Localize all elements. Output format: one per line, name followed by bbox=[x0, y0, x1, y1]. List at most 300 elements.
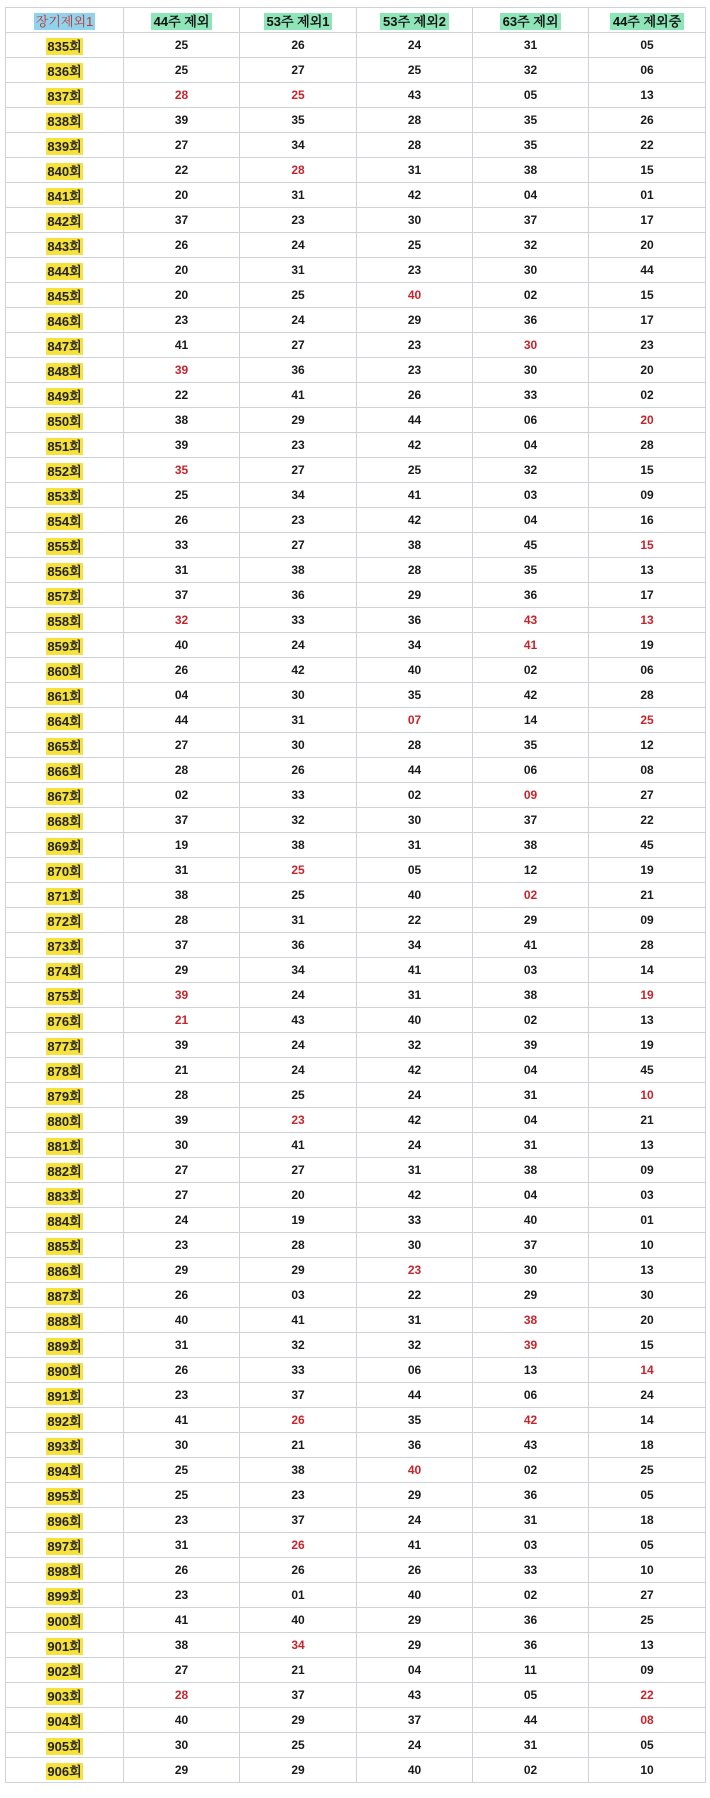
value-cell: 39 bbox=[124, 433, 240, 458]
table-row bbox=[6, 108, 706, 133]
value-cell: 19 bbox=[240, 1208, 357, 1233]
table-row bbox=[6, 1083, 706, 1108]
value-cell: 39 bbox=[473, 1333, 589, 1358]
value-cell: 31 bbox=[357, 1158, 473, 1183]
value-cell: 40 bbox=[473, 1208, 589, 1233]
value-cell: 06 bbox=[589, 58, 706, 83]
value-cell: 32 bbox=[473, 58, 589, 83]
round-label: 891회 bbox=[47, 1388, 82, 1404]
table-row bbox=[6, 183, 706, 208]
round-cell bbox=[6, 458, 124, 483]
header-label: 장기제외1 bbox=[35, 13, 94, 29]
value-cell: 42 bbox=[357, 1108, 473, 1133]
round-cell bbox=[6, 1158, 124, 1183]
value-cell: 32 bbox=[473, 458, 589, 483]
round-cell bbox=[6, 1608, 124, 1633]
value-cell: 27 bbox=[240, 58, 357, 83]
value-cell: 21 bbox=[240, 1658, 357, 1683]
round-label: 849회 bbox=[47, 388, 82, 404]
value-cell: 41 bbox=[473, 633, 589, 658]
round-label: 850회 bbox=[47, 413, 82, 429]
value-cell: 11 bbox=[473, 1658, 589, 1683]
table-row bbox=[6, 908, 706, 933]
value-cell: 34 bbox=[240, 1633, 357, 1658]
value-cell: 31 bbox=[124, 1333, 240, 1358]
table-row bbox=[6, 883, 706, 908]
round-label: 842회 bbox=[47, 213, 82, 229]
value-cell: 24 bbox=[240, 308, 357, 333]
round-cell bbox=[6, 1533, 124, 1558]
value-cell: 04 bbox=[473, 183, 589, 208]
value-cell: 25 bbox=[240, 83, 357, 108]
value-cell: 38 bbox=[124, 1633, 240, 1658]
round-label: 865회 bbox=[47, 738, 82, 754]
value-cell: 21 bbox=[124, 1008, 240, 1033]
table-row bbox=[6, 133, 706, 158]
round-label: 853회 bbox=[47, 488, 82, 504]
table-row bbox=[6, 1158, 706, 1183]
value-cell: 22 bbox=[589, 1683, 706, 1708]
value-cell: 28 bbox=[240, 1233, 357, 1258]
value-cell: 28 bbox=[124, 908, 240, 933]
value-cell: 17 bbox=[589, 308, 706, 333]
value-cell: 40 bbox=[124, 1308, 240, 1333]
value-cell: 30 bbox=[473, 258, 589, 283]
table-row bbox=[6, 308, 706, 333]
value-cell: 27 bbox=[240, 533, 357, 558]
round-label: 854회 bbox=[47, 513, 82, 529]
value-cell: 37 bbox=[124, 583, 240, 608]
table-row bbox=[6, 933, 706, 958]
value-cell: 38 bbox=[473, 1158, 589, 1183]
value-cell: 35 bbox=[473, 108, 589, 133]
round-cell bbox=[6, 1683, 124, 1708]
value-cell: 25 bbox=[124, 58, 240, 83]
value-cell: 26 bbox=[240, 1533, 357, 1558]
value-cell: 42 bbox=[357, 433, 473, 458]
table-row bbox=[6, 283, 706, 308]
round-cell bbox=[6, 1733, 124, 1758]
value-cell: 31 bbox=[240, 258, 357, 283]
value-cell: 41 bbox=[124, 333, 240, 358]
value-cell: 44 bbox=[357, 758, 473, 783]
value-cell: 27 bbox=[124, 733, 240, 758]
table-row bbox=[6, 858, 706, 883]
round-cell bbox=[6, 958, 124, 983]
value-cell: 20 bbox=[589, 358, 706, 383]
table-row bbox=[6, 408, 706, 433]
table-row bbox=[6, 1483, 706, 1508]
value-cell: 18 bbox=[589, 1433, 706, 1458]
table-row bbox=[6, 1558, 706, 1583]
value-cell: 33 bbox=[473, 1558, 589, 1583]
round-cell bbox=[6, 1183, 124, 1208]
table-row bbox=[6, 1458, 706, 1483]
value-cell: 27 bbox=[124, 1158, 240, 1183]
value-cell: 22 bbox=[589, 133, 706, 158]
value-cell: 26 bbox=[124, 1558, 240, 1583]
table-row bbox=[6, 1583, 706, 1608]
value-cell: 41 bbox=[124, 1408, 240, 1433]
value-cell: 40 bbox=[124, 633, 240, 658]
value-cell: 24 bbox=[357, 33, 473, 58]
round-label: 867회 bbox=[47, 788, 82, 804]
round-cell bbox=[6, 1433, 124, 1458]
round-label: 844회 bbox=[47, 263, 82, 279]
table-body bbox=[6, 33, 706, 1783]
value-cell: 28 bbox=[589, 433, 706, 458]
value-cell: 30 bbox=[589, 1283, 706, 1308]
header-label: 53주 제외1 bbox=[264, 13, 333, 30]
value-cell: 25 bbox=[589, 1608, 706, 1633]
value-cell: 13 bbox=[589, 1008, 706, 1033]
table-row bbox=[6, 483, 706, 508]
value-cell: 14 bbox=[589, 1358, 706, 1383]
table-row bbox=[6, 1133, 706, 1158]
value-cell: 44 bbox=[124, 708, 240, 733]
value-cell: 37 bbox=[124, 808, 240, 833]
value-cell: 22 bbox=[357, 908, 473, 933]
value-cell: 25 bbox=[589, 708, 706, 733]
value-cell: 20 bbox=[240, 1183, 357, 1208]
table-row bbox=[6, 1058, 706, 1083]
value-cell: 13 bbox=[473, 1358, 589, 1383]
round-label: 880회 bbox=[47, 1113, 82, 1129]
value-cell: 26 bbox=[357, 1558, 473, 1583]
value-cell: 02 bbox=[589, 383, 706, 408]
value-cell: 10 bbox=[589, 1758, 706, 1783]
value-cell: 40 bbox=[357, 658, 473, 683]
value-cell: 27 bbox=[240, 333, 357, 358]
value-cell: 31 bbox=[124, 858, 240, 883]
value-cell: 43 bbox=[357, 83, 473, 108]
round-label: 879회 bbox=[47, 1088, 82, 1104]
round-cell bbox=[6, 358, 124, 383]
value-cell: 36 bbox=[240, 583, 357, 608]
value-cell: 31 bbox=[357, 833, 473, 858]
value-cell: 31 bbox=[357, 983, 473, 1008]
value-cell: 25 bbox=[357, 458, 473, 483]
round-label: 870회 bbox=[47, 863, 82, 879]
value-cell: 35 bbox=[473, 558, 589, 583]
value-cell: 02 bbox=[473, 1458, 589, 1483]
value-cell: 23 bbox=[240, 508, 357, 533]
value-cell: 08 bbox=[589, 758, 706, 783]
value-cell: 43 bbox=[240, 1008, 357, 1033]
round-label: 897회 bbox=[47, 1538, 82, 1554]
value-cell: 30 bbox=[240, 683, 357, 708]
value-cell: 33 bbox=[124, 533, 240, 558]
round-label: 883회 bbox=[47, 1188, 82, 1204]
value-cell: 31 bbox=[473, 1083, 589, 1108]
value-cell: 26 bbox=[124, 233, 240, 258]
table-row bbox=[6, 1708, 706, 1733]
value-cell: 28 bbox=[240, 158, 357, 183]
value-cell: 13 bbox=[589, 608, 706, 633]
value-cell: 05 bbox=[589, 1533, 706, 1558]
value-cell: 06 bbox=[589, 658, 706, 683]
value-cell: 39 bbox=[124, 1108, 240, 1133]
value-cell: 38 bbox=[473, 1308, 589, 1333]
value-cell: 26 bbox=[240, 1558, 357, 1583]
value-cell: 23 bbox=[357, 358, 473, 383]
round-label: 852회 bbox=[47, 463, 82, 479]
value-cell: 37 bbox=[473, 1233, 589, 1258]
value-cell: 31 bbox=[240, 908, 357, 933]
round-cell bbox=[6, 1233, 124, 1258]
table-row bbox=[6, 358, 706, 383]
value-cell: 12 bbox=[589, 733, 706, 758]
round-label: 898회 bbox=[47, 1563, 82, 1579]
table-row bbox=[6, 758, 706, 783]
round-cell bbox=[6, 1358, 124, 1383]
value-cell: 09 bbox=[589, 1158, 706, 1183]
value-cell: 15 bbox=[589, 1333, 706, 1358]
value-cell: 30 bbox=[124, 1133, 240, 1158]
round-label: 847회 bbox=[47, 338, 82, 354]
value-cell: 44 bbox=[473, 1708, 589, 1733]
round-label: 845회 bbox=[47, 288, 82, 304]
table-row bbox=[6, 1333, 706, 1358]
value-cell: 29 bbox=[357, 1633, 473, 1658]
table-row bbox=[6, 1658, 706, 1683]
value-cell: 29 bbox=[357, 1608, 473, 1633]
value-cell: 44 bbox=[357, 1383, 473, 1408]
value-cell: 37 bbox=[124, 933, 240, 958]
round-cell bbox=[6, 583, 124, 608]
round-label: 838회 bbox=[47, 113, 82, 129]
value-cell: 25 bbox=[240, 858, 357, 883]
value-cell: 35 bbox=[473, 133, 589, 158]
value-cell: 34 bbox=[357, 933, 473, 958]
table-row bbox=[6, 683, 706, 708]
table-row bbox=[6, 1233, 706, 1258]
value-cell: 05 bbox=[357, 858, 473, 883]
table-row bbox=[6, 458, 706, 483]
value-cell: 05 bbox=[589, 33, 706, 58]
round-cell bbox=[6, 408, 124, 433]
value-cell: 06 bbox=[473, 1383, 589, 1408]
table-row bbox=[6, 833, 706, 858]
value-cell: 38 bbox=[357, 533, 473, 558]
header-cell bbox=[589, 8, 706, 33]
round-cell bbox=[6, 108, 124, 133]
value-cell: 37 bbox=[357, 1708, 473, 1733]
value-cell: 19 bbox=[589, 633, 706, 658]
value-cell: 36 bbox=[473, 308, 589, 333]
value-cell: 26 bbox=[124, 1358, 240, 1383]
round-label: 885회 bbox=[47, 1238, 82, 1254]
round-label: 904회 bbox=[47, 1713, 82, 1729]
value-cell: 23 bbox=[240, 208, 357, 233]
value-cell: 24 bbox=[357, 1508, 473, 1533]
value-cell: 32 bbox=[240, 1333, 357, 1358]
value-cell: 40 bbox=[357, 283, 473, 308]
value-cell: 21 bbox=[124, 1058, 240, 1083]
value-cell: 26 bbox=[240, 33, 357, 58]
value-cell: 42 bbox=[357, 1058, 473, 1083]
round-cell bbox=[6, 1758, 124, 1783]
value-cell: 39 bbox=[124, 358, 240, 383]
round-cell bbox=[6, 1083, 124, 1108]
value-cell: 28 bbox=[357, 108, 473, 133]
round-label: 858회 bbox=[47, 613, 82, 629]
round-cell bbox=[6, 1333, 124, 1358]
value-cell: 41 bbox=[357, 1533, 473, 1558]
round-label: 855회 bbox=[47, 538, 82, 554]
value-cell: 32 bbox=[124, 608, 240, 633]
round-label: 886회 bbox=[47, 1263, 82, 1279]
value-cell: 02 bbox=[473, 658, 589, 683]
round-cell bbox=[6, 483, 124, 508]
value-cell: 30 bbox=[357, 808, 473, 833]
value-cell: 29 bbox=[357, 583, 473, 608]
value-cell: 28 bbox=[124, 1683, 240, 1708]
round-cell bbox=[6, 708, 124, 733]
value-cell: 26 bbox=[240, 1408, 357, 1433]
value-cell: 02 bbox=[124, 783, 240, 808]
value-cell: 42 bbox=[357, 508, 473, 533]
round-cell bbox=[6, 1583, 124, 1608]
value-cell: 34 bbox=[240, 958, 357, 983]
value-cell: 24 bbox=[240, 1058, 357, 1083]
table-row bbox=[6, 508, 706, 533]
table-row bbox=[6, 1208, 706, 1233]
round-cell bbox=[6, 1633, 124, 1658]
value-cell: 38 bbox=[124, 408, 240, 433]
value-cell: 43 bbox=[473, 608, 589, 633]
round-cell bbox=[6, 883, 124, 908]
round-cell bbox=[6, 433, 124, 458]
round-cell bbox=[6, 908, 124, 933]
value-cell: 04 bbox=[124, 683, 240, 708]
value-cell: 31 bbox=[473, 1733, 589, 1758]
round-cell bbox=[6, 283, 124, 308]
value-cell: 41 bbox=[473, 933, 589, 958]
value-cell: 30 bbox=[124, 1733, 240, 1758]
table-row bbox=[6, 1383, 706, 1408]
value-cell: 25 bbox=[124, 33, 240, 58]
value-cell: 40 bbox=[357, 1583, 473, 1608]
round-cell bbox=[6, 558, 124, 583]
round-cell bbox=[6, 1058, 124, 1083]
value-cell: 27 bbox=[240, 458, 357, 483]
table-row bbox=[6, 158, 706, 183]
round-cell bbox=[6, 1108, 124, 1133]
value-cell: 38 bbox=[240, 833, 357, 858]
value-cell: 04 bbox=[473, 1058, 589, 1083]
round-cell bbox=[6, 533, 124, 558]
round-cell bbox=[6, 508, 124, 533]
value-cell: 15 bbox=[589, 533, 706, 558]
value-cell: 13 bbox=[589, 558, 706, 583]
round-cell bbox=[6, 83, 124, 108]
value-cell: 23 bbox=[124, 1583, 240, 1608]
round-cell bbox=[6, 983, 124, 1008]
value-cell: 29 bbox=[473, 1283, 589, 1308]
value-cell: 23 bbox=[124, 1233, 240, 1258]
table-row bbox=[6, 208, 706, 233]
round-label: 841회 bbox=[47, 188, 82, 204]
value-cell: 41 bbox=[124, 1608, 240, 1633]
value-cell: 13 bbox=[589, 1258, 706, 1283]
value-cell: 20 bbox=[589, 1308, 706, 1333]
value-cell: 15 bbox=[589, 158, 706, 183]
value-cell: 36 bbox=[357, 608, 473, 633]
value-cell: 14 bbox=[473, 708, 589, 733]
value-cell: 24 bbox=[240, 983, 357, 1008]
value-cell: 28 bbox=[357, 133, 473, 158]
value-cell: 01 bbox=[589, 183, 706, 208]
round-label: 895회 bbox=[47, 1488, 82, 1504]
value-cell: 45 bbox=[473, 533, 589, 558]
round-label: 868회 bbox=[47, 813, 82, 829]
round-label: 860회 bbox=[47, 663, 82, 679]
value-cell: 24 bbox=[357, 1133, 473, 1158]
round-label: 876회 bbox=[47, 1013, 82, 1029]
round-cell bbox=[6, 1133, 124, 1158]
round-label: 878회 bbox=[47, 1063, 82, 1079]
value-cell: 05 bbox=[589, 1483, 706, 1508]
value-cell: 31 bbox=[473, 1508, 589, 1533]
value-cell: 31 bbox=[357, 158, 473, 183]
value-cell: 25 bbox=[124, 1483, 240, 1508]
table-row bbox=[6, 58, 706, 83]
round-label: 866회 bbox=[47, 763, 82, 779]
value-cell: 23 bbox=[240, 1483, 357, 1508]
value-cell: 23 bbox=[357, 258, 473, 283]
value-cell: 36 bbox=[473, 1483, 589, 1508]
value-cell: 28 bbox=[124, 758, 240, 783]
value-cell: 34 bbox=[357, 633, 473, 658]
round-cell bbox=[6, 1008, 124, 1033]
header-label: 63주 제외 bbox=[500, 13, 562, 30]
header-cell bbox=[124, 8, 240, 33]
table-row bbox=[6, 1108, 706, 1133]
round-label: 905회 bbox=[47, 1738, 82, 1754]
value-cell: 04 bbox=[473, 1183, 589, 1208]
value-cell: 37 bbox=[473, 808, 589, 833]
value-cell: 39 bbox=[473, 1033, 589, 1058]
exclusion-table bbox=[5, 7, 706, 1783]
value-cell: 23 bbox=[124, 1383, 240, 1408]
value-cell: 40 bbox=[357, 1008, 473, 1033]
value-cell: 22 bbox=[589, 808, 706, 833]
value-cell: 41 bbox=[240, 1133, 357, 1158]
value-cell: 23 bbox=[357, 333, 473, 358]
value-cell: 28 bbox=[589, 683, 706, 708]
value-cell: 36 bbox=[473, 1608, 589, 1633]
value-cell: 19 bbox=[124, 833, 240, 858]
value-cell: 24 bbox=[357, 1733, 473, 1758]
round-label: 877회 bbox=[47, 1038, 82, 1054]
value-cell: 39 bbox=[124, 983, 240, 1008]
round-cell bbox=[6, 608, 124, 633]
value-cell: 21 bbox=[589, 883, 706, 908]
round-cell bbox=[6, 1558, 124, 1583]
value-cell: 17 bbox=[589, 583, 706, 608]
value-cell: 24 bbox=[240, 233, 357, 258]
value-cell: 37 bbox=[124, 208, 240, 233]
value-cell: 33 bbox=[240, 608, 357, 633]
round-label: 873회 bbox=[47, 938, 82, 954]
value-cell: 02 bbox=[473, 1583, 589, 1608]
round-label: 835회 bbox=[47, 38, 82, 54]
value-cell: 43 bbox=[473, 1433, 589, 1458]
table-row bbox=[6, 1608, 706, 1633]
value-cell: 20 bbox=[589, 408, 706, 433]
table-row bbox=[6, 233, 706, 258]
